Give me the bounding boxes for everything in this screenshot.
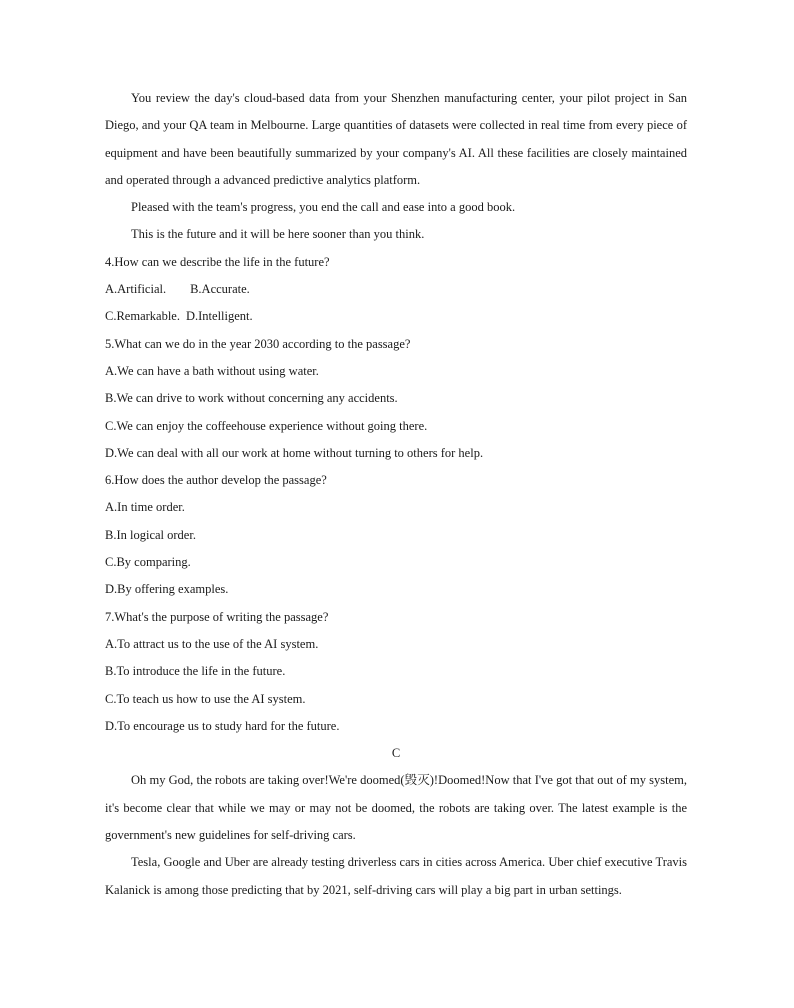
passage-paragraph: Pleased with the team's progress, you end the call and ease into a good book. (131, 200, 516, 215)
option-a: A.To attract us to the use of the AI system. (105, 636, 319, 651)
exam-page (105, 85, 687, 904)
option-row (105, 276, 687, 303)
option-a: A.We can have a bath without using water. (105, 363, 319, 378)
passage-paragraph: This is the future and it will be here sooner than you think. (131, 227, 425, 242)
option-c: C.To teach us how to use the AI system. (105, 691, 306, 706)
question-5 (105, 331, 687, 467)
option-row (105, 303, 687, 330)
option-d: D.Intelligent. (185, 309, 253, 324)
option-b: B.Accurate. (190, 282, 250, 297)
option-c: C.We can enjoy the coffeehouse experience without going there. (105, 418, 428, 433)
option-d: D.We can deal with all our work at home without turning to others for help. (105, 445, 484, 460)
question-6 (105, 467, 687, 603)
option-d: D.To encourage us to study hard for the future. (105, 718, 340, 733)
option-d: D.By offering examples. (105, 582, 229, 597)
section-c-title: C (391, 746, 401, 761)
question-stem: 7.What's the purpose of writing the passage? (105, 609, 329, 624)
option-a: A.In time order. (105, 500, 185, 515)
option-c: C.Remarkable. (105, 309, 180, 324)
option-a: A.Artificial. (105, 282, 167, 297)
passage-paragraph: Oh my God, the robots are taking over!We're doomed(毁灭)!Doomed!Now that I've got that out of my system, it's become clear that while we may or may not be doomed, the robots are taking over. The latest example is the government's new guidelines for self-driving cars. (105, 773, 687, 843)
passage-paragraph: You review the day's cloud-based data from your Shenzhen manufacturing center, your pilot project in San Diego, and your QA team in Melbourne. Large quantities of datasets were collected in real time from every piece of equipment and have been beautifully summarized by your company's AI. All these facilities are closely maintained and operated through a advanced predictive analytics platform. (105, 91, 687, 187)
passage-paragraph: Tesla, Google and Uber are already testing driverless cars in cities across America. Uber chief executive Travis Kalanick is among those predicting that by 2021, self-driving cars will play a big part in urban settings. (105, 855, 687, 897)
question-7 (105, 604, 687, 740)
question-stem: 5.What can we do in the year 2030 according to the passage? (105, 336, 411, 351)
option-c: C.By comparing. (105, 555, 191, 570)
question-4 (105, 249, 687, 331)
question-stem: 4.How can we describe the life in the future? (105, 254, 330, 269)
question-stem: 6.How does the author develop the passage? (105, 473, 327, 488)
option-b: B.We can drive to work without concerning any accidents. (105, 391, 398, 406)
option-b: B.In logical order. (105, 527, 196, 542)
option-b: B.To introduce the life in the future. (105, 664, 286, 679)
